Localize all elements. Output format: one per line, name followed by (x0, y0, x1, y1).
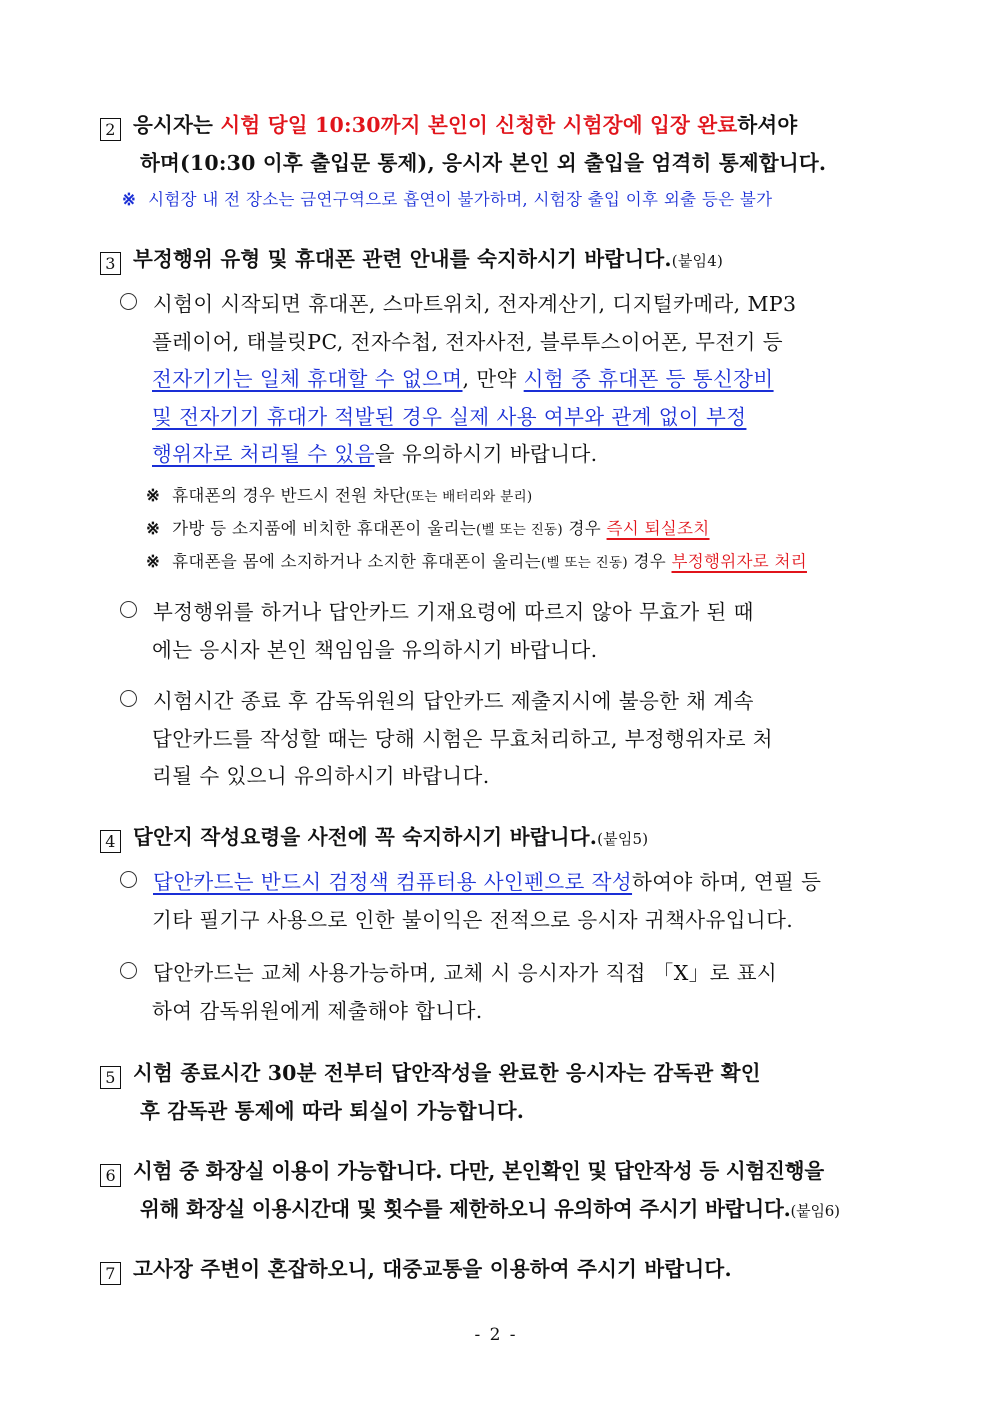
pen-requirement-highlight: 답안카드는 반드시 검정색 컴퓨터용 사인펜으로 작성 (153, 870, 633, 894)
bullet-circle-icon (120, 690, 137, 707)
entry-deadline-highlight: 시험 당일 10:30까지 본인이 신청한 시험장에 입장 완료 (220, 113, 738, 137)
electronics-ban-highlight: 전자기기는 일체 휴대할 수 없으며 (152, 367, 463, 391)
section-number-box: 6 (100, 1164, 121, 1187)
section-number-box: 3 (100, 252, 121, 275)
section-3-bullet-2: 부정행위를 하거나 답안카드 기재요령에 따르지 않아 무효가 된 때 에는 응시자 본인 책임임을 유의하시기 바랍니다. (100, 594, 900, 669)
section-2 (100, 106, 900, 216)
bullet-circle-icon (120, 601, 137, 618)
phone-note: ※ 휴대폰을 몸에 소지하거나 소지한 휴대폰이 울리는(벨 또는 진동) 경우 부정행위자로 처리 (146, 552, 807, 571)
section-4-title: 4 답안지 작성요령을 사전에 꼭 숙지하시기 바랍니다.(붙임5) (100, 818, 900, 858)
section-number-box: 5 (100, 1066, 121, 1089)
section-2-line-1: 2 응시자는 시험 당일 10:30까지 본인이 신청한 시험장에 입장 완료하셔야 (100, 106, 900, 144)
section-number-box: 7 (100, 1262, 121, 1285)
bullet-circle-icon (120, 871, 137, 888)
section-6: 6 시험 중 화장실 이용이 가능합니다. 다만, 본인확인 및 답안작성 등 시험진행을 위해 화장실 이용시간대 및 횟수를 제한하오니 유의하여 주시기 바랍니다.(붙임6) (100, 1152, 900, 1230)
phone-note: ※ 휴대폰의 경우 반드시 전원 차단(또는 배터리와 분리) (146, 486, 533, 505)
cheating-warning-highlight: 시험 중 휴대폰 등 통신장비 (523, 367, 774, 391)
section-5: 5 시험 종료시간 30분 전부터 답안작성을 완료한 응시자는 감독관 확인 후 감독관 통제에 따라 퇴실이 가능합니다. (100, 1054, 900, 1130)
section-3-bullet-1: 시험이 시작되면 휴대폰, 스마트위치, 전자계산기, 디지털카메라, MP3 플레이어, 태블릿PC, 전자수첩, 전자사전, 블루투스이어폰, 무전기 등 전자기기는 일체 휴대할 수 없으며, 만약 시험 중 휴대폰 등 통신장비 및 전자기기 휴대가 적발된 경우 실제 사용 여부와 관계 없이 부정 행위자로 처리될 수 있음을 유의하시기 바랍니다. (100, 286, 900, 474)
section-number-box: 2 (100, 118, 121, 141)
section-7: 7 고사장 주변이 혼잡하오니, 대중교통을 이용하여 주시기 바랍니다. (100, 1250, 900, 1288)
page-number: - 2 - (474, 1325, 518, 1345)
cheater-processing-highlight: 부정행위자로 처리 (671, 552, 807, 571)
smoking-note: ※ 시험장 내 전 장소는 금연구역으로 흡연이 불가하며, 시험장 출입 이후 외출 등은 불가 (122, 190, 773, 209)
section-3-title: 3 부정행위 유형 및 휴대폰 관련 안내를 숙지하시기 바랍니다.(붙임4) (100, 240, 900, 280)
section-2-line-2: 하며(10:30 이후 출입문 통제), 응시자 본인 외 출입을 엄격히 통제합니다. (140, 151, 827, 175)
section-4-bullet-1: 답안카드는 반드시 검정색 컴퓨터용 사인펜으로 작성하여야 하며, 연필 등 기타 필기구 사용으로 인한 불이익은 전적으로 응시자 귀책사유입니다. (100, 864, 900, 939)
section-4-bullet-2: 답안카드는 교체 사용가능하며, 교체 시 응시자가 직접 「X」로 표시 하여 감독위원에게 제출해야 합니다. (100, 955, 900, 1030)
section-3 (100, 240, 900, 280)
section-3-bullet-3: 시험시간 종료 후 감독위원의 답안카드 제출지시에 불응한 채 계속 답안카드를 작성할 때는 당해 시험은 무효처리하고, 부정행위자로 처 리될 수 있으니 유의하시기 바랍니다. (100, 683, 900, 796)
section-4 (100, 818, 900, 858)
bullet-circle-icon (120, 293, 137, 310)
phone-note: ※ 가방 등 소지품에 비치한 휴대폰이 울리는(벨 또는 진동) 경우 즉시 퇴실조치 (146, 519, 710, 538)
phone-notes (146, 480, 946, 579)
bullet-circle-icon (120, 962, 137, 979)
immediate-dismissal-highlight: 즉시 퇴실조치 (606, 519, 710, 538)
section-number-box: 4 (100, 830, 121, 853)
